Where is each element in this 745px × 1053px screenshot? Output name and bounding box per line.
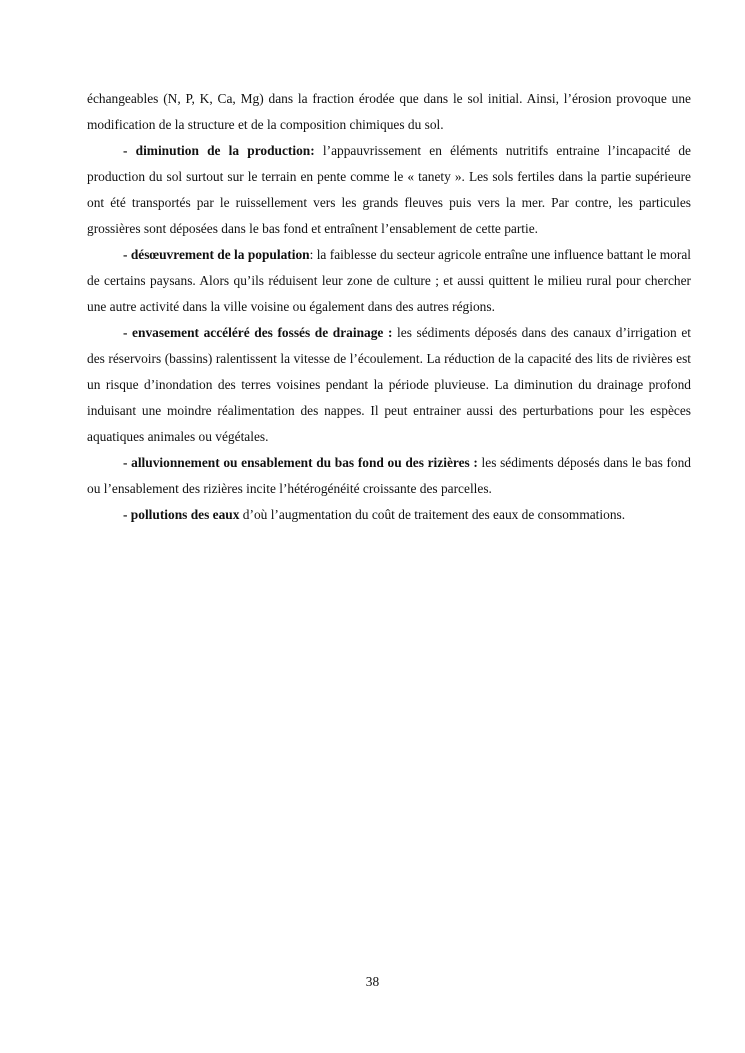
paragraph-text: : la faiblesse du secteur agricole entraîne une influence battant le moral de certains paysans. Alors qu’ils réduisent leur zone de culture ; et aussi quittent le milieu rural pour chercher une autre activité dans la ville voisine ou également dans des autres régions. [87, 247, 691, 314]
paragraph-production-decrease [87, 138, 691, 242]
paragraph-heading: - pollutions des eaux [123, 507, 240, 522]
paragraph-heading: - diminution de la production: [123, 143, 315, 158]
paragraph-heading: - alluvionnement ou ensablement du bas fond ou des rizières : [123, 455, 478, 470]
paragraph-population-idleness [87, 242, 691, 320]
paragraph-heading: - envasement accéléré des fossés de drainage : [123, 325, 393, 340]
paragraph-alluvium-sanding [87, 450, 691, 502]
paragraph-text: d’où l’augmentation du coût de traitement des eaux de consommations. [239, 507, 626, 522]
paragraph-text: les sédiments déposés dans le bas fond ou l’ensablement des rizières incite l’hétérogénéité croissante des parcelles. [87, 455, 691, 496]
paragraph-drainage-silting [87, 320, 691, 450]
page-number: 38 [365, 974, 380, 989]
paragraph-water-pollution [87, 502, 691, 528]
paragraph-soil-composition [87, 86, 691, 138]
paragraph-heading: - désœuvrement de la population [123, 247, 310, 262]
paragraph-text: l’appauvrissement en éléments nutritifs entraine l’incapacité de production du sol surtout sur le terrain en pente comme le « tanety ». Les sols fertiles dans la partie supérieure ont été transportés par le ruissellement vers les grands fleuves puis vers la mer. Par contre, les particules grossières sont déposées dans le bas fond et entraînent l’ensablement de cette partie. [87, 143, 691, 236]
paragraph-text: échangeables (N, P, K, Ca, Mg) dans la fraction érodée que dans le sol initial. Ainsi, l’érosion provoque une modification de la structure et de la composition chimiques du sol. [87, 91, 691, 132]
page-body [87, 86, 691, 528]
paragraph-text: les sédiments déposés dans des canaux d’irrigation et des réservoirs (bassins) ralentissent la vitesse de l’écoulement. La réduction de la capacité des lits de rivières est un risque d’inondation des terres voisines pendant la période pluvieuse. La diminution du drainage profond induisant une moindre réalimentation des nappes. Il peut entrainer aussi des perturbations pour les espèces aquatiques animales ou végétales. [87, 325, 691, 444]
